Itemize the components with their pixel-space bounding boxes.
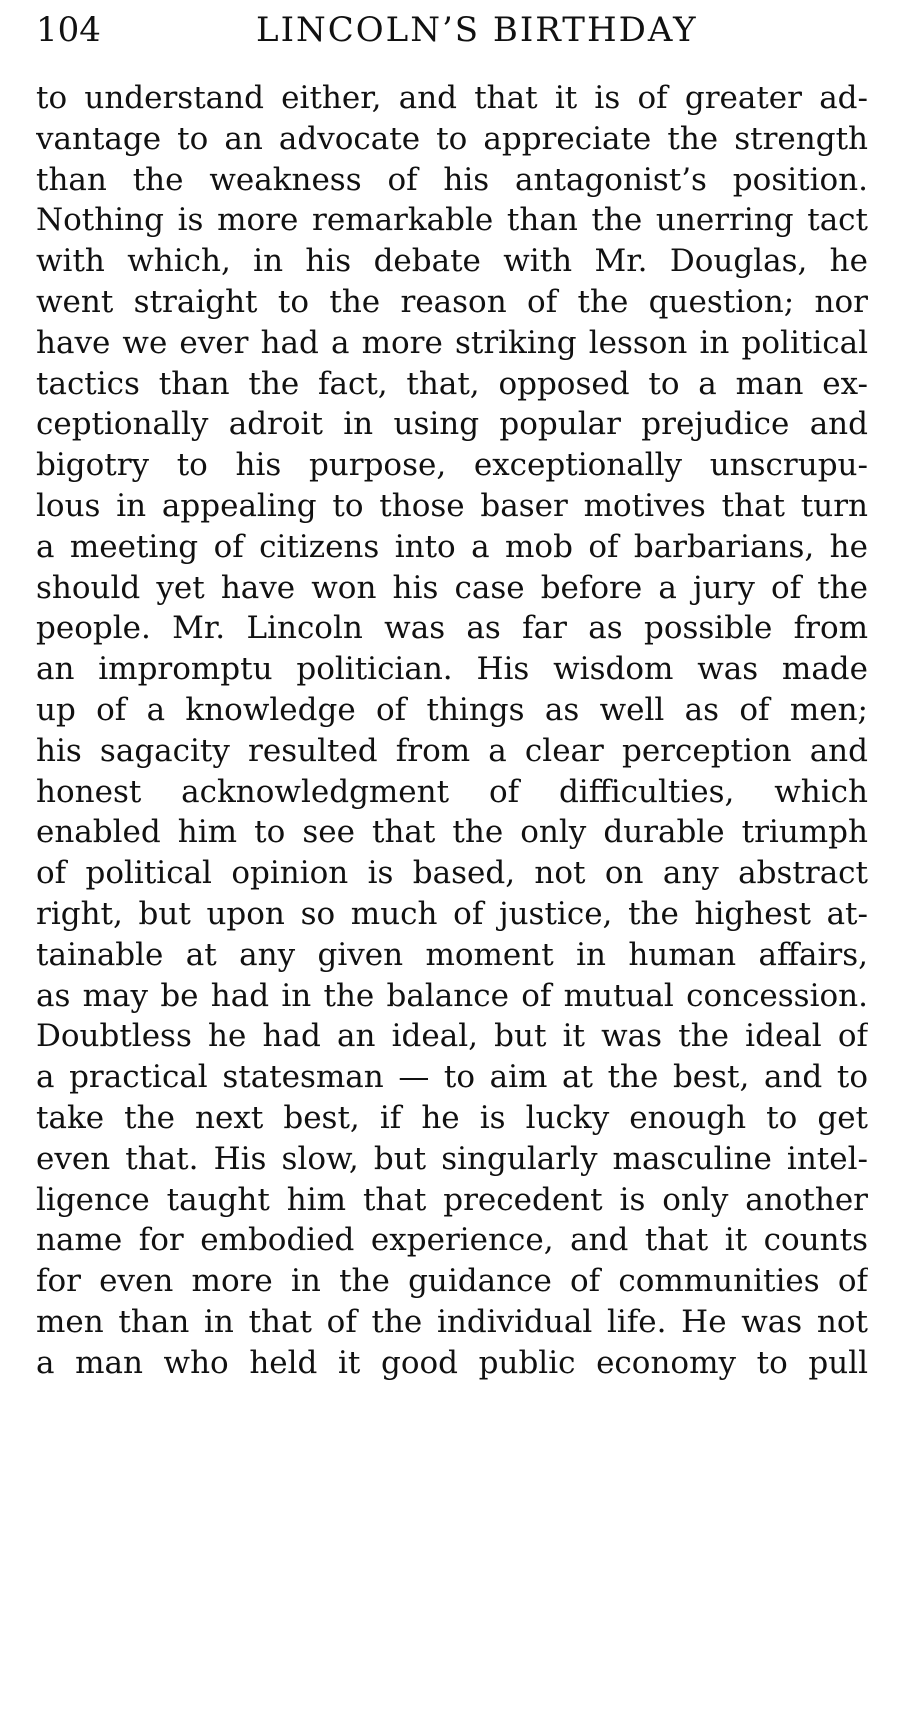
running-title: LINCOLN’S BIRTHDAY (256, 10, 698, 50)
text-line: of political opinion is based, not on any abstract (36, 855, 868, 892)
text-line: a man who held it good public economy to pull (36, 1344, 868, 1381)
text-line: Doubtless he had an ideal, but it was the ideal of (36, 1018, 868, 1055)
text-line: his sagacity resulted from a clear perception and (36, 732, 868, 769)
running-head (36, 6, 866, 62)
text-line: tainable at any given moment in human affairs, (36, 936, 868, 973)
text-line: an impromptu politician. His wisdom was made (36, 651, 868, 688)
text-line: honest acknowledgment of difficulties, which (36, 773, 868, 810)
body-text (36, 78, 868, 1384)
text-line: tactics than the fact, that, opposed to a man ex- (36, 365, 868, 402)
text-line: went straight to the reason of the question; nor (36, 283, 868, 320)
text-line: enabled him to see that the only durable triumph (36, 814, 868, 851)
text-line: name for embodied experience, and that it counts (36, 1222, 868, 1259)
text-line: ligence taught him that precedent is only another (36, 1181, 868, 1218)
text-line: lous in appealing to those baser motives that turn (36, 487, 868, 524)
text-line: even that. His slow, but singularly masculine intel- (36, 1140, 868, 1177)
text-line: with which, in his debate with Mr. Douglas, he (36, 243, 868, 280)
text-line: a practical statesman — to aim at the best, and to (36, 1059, 868, 1096)
text-line: right, but upon so much of justice, the highest at- (36, 895, 868, 932)
text-line: people. Mr. Lincoln was as far as possible from (36, 610, 868, 647)
text-line: for even more in the guidance of communities of (36, 1263, 868, 1300)
text-line: bigotry to his purpose, exceptionally unscrupu- (36, 447, 868, 484)
text-line: should yet have won his case before a jury of the (36, 569, 868, 606)
text-line: as may be had in the balance of mutual concession. (36, 977, 868, 1014)
page-number: 104 (36, 10, 101, 50)
text-line: to understand either, and that it is of greater ad- (36, 80, 868, 116)
text-line: vantage to an advocate to appreciate the strength (36, 120, 868, 157)
text-line: Nothing is more remarkable than the unerring tact (36, 202, 868, 239)
text-line: ceptionally adroit in using popular prejudice and (36, 406, 868, 443)
text-line: a meeting of citizens into a mob of barbarians, he (36, 528, 868, 565)
text-line: than the weakness of his antagonist’s position. (36, 161, 868, 198)
text-line: men than in that of the individual life. He was not (36, 1303, 868, 1340)
text-line: up of a knowledge of things as well as of men; (36, 691, 868, 728)
text-line: have we ever had a more striking lesson in political (36, 324, 868, 361)
text-line: take the next best, if he is lucky enough to get (36, 1099, 868, 1136)
